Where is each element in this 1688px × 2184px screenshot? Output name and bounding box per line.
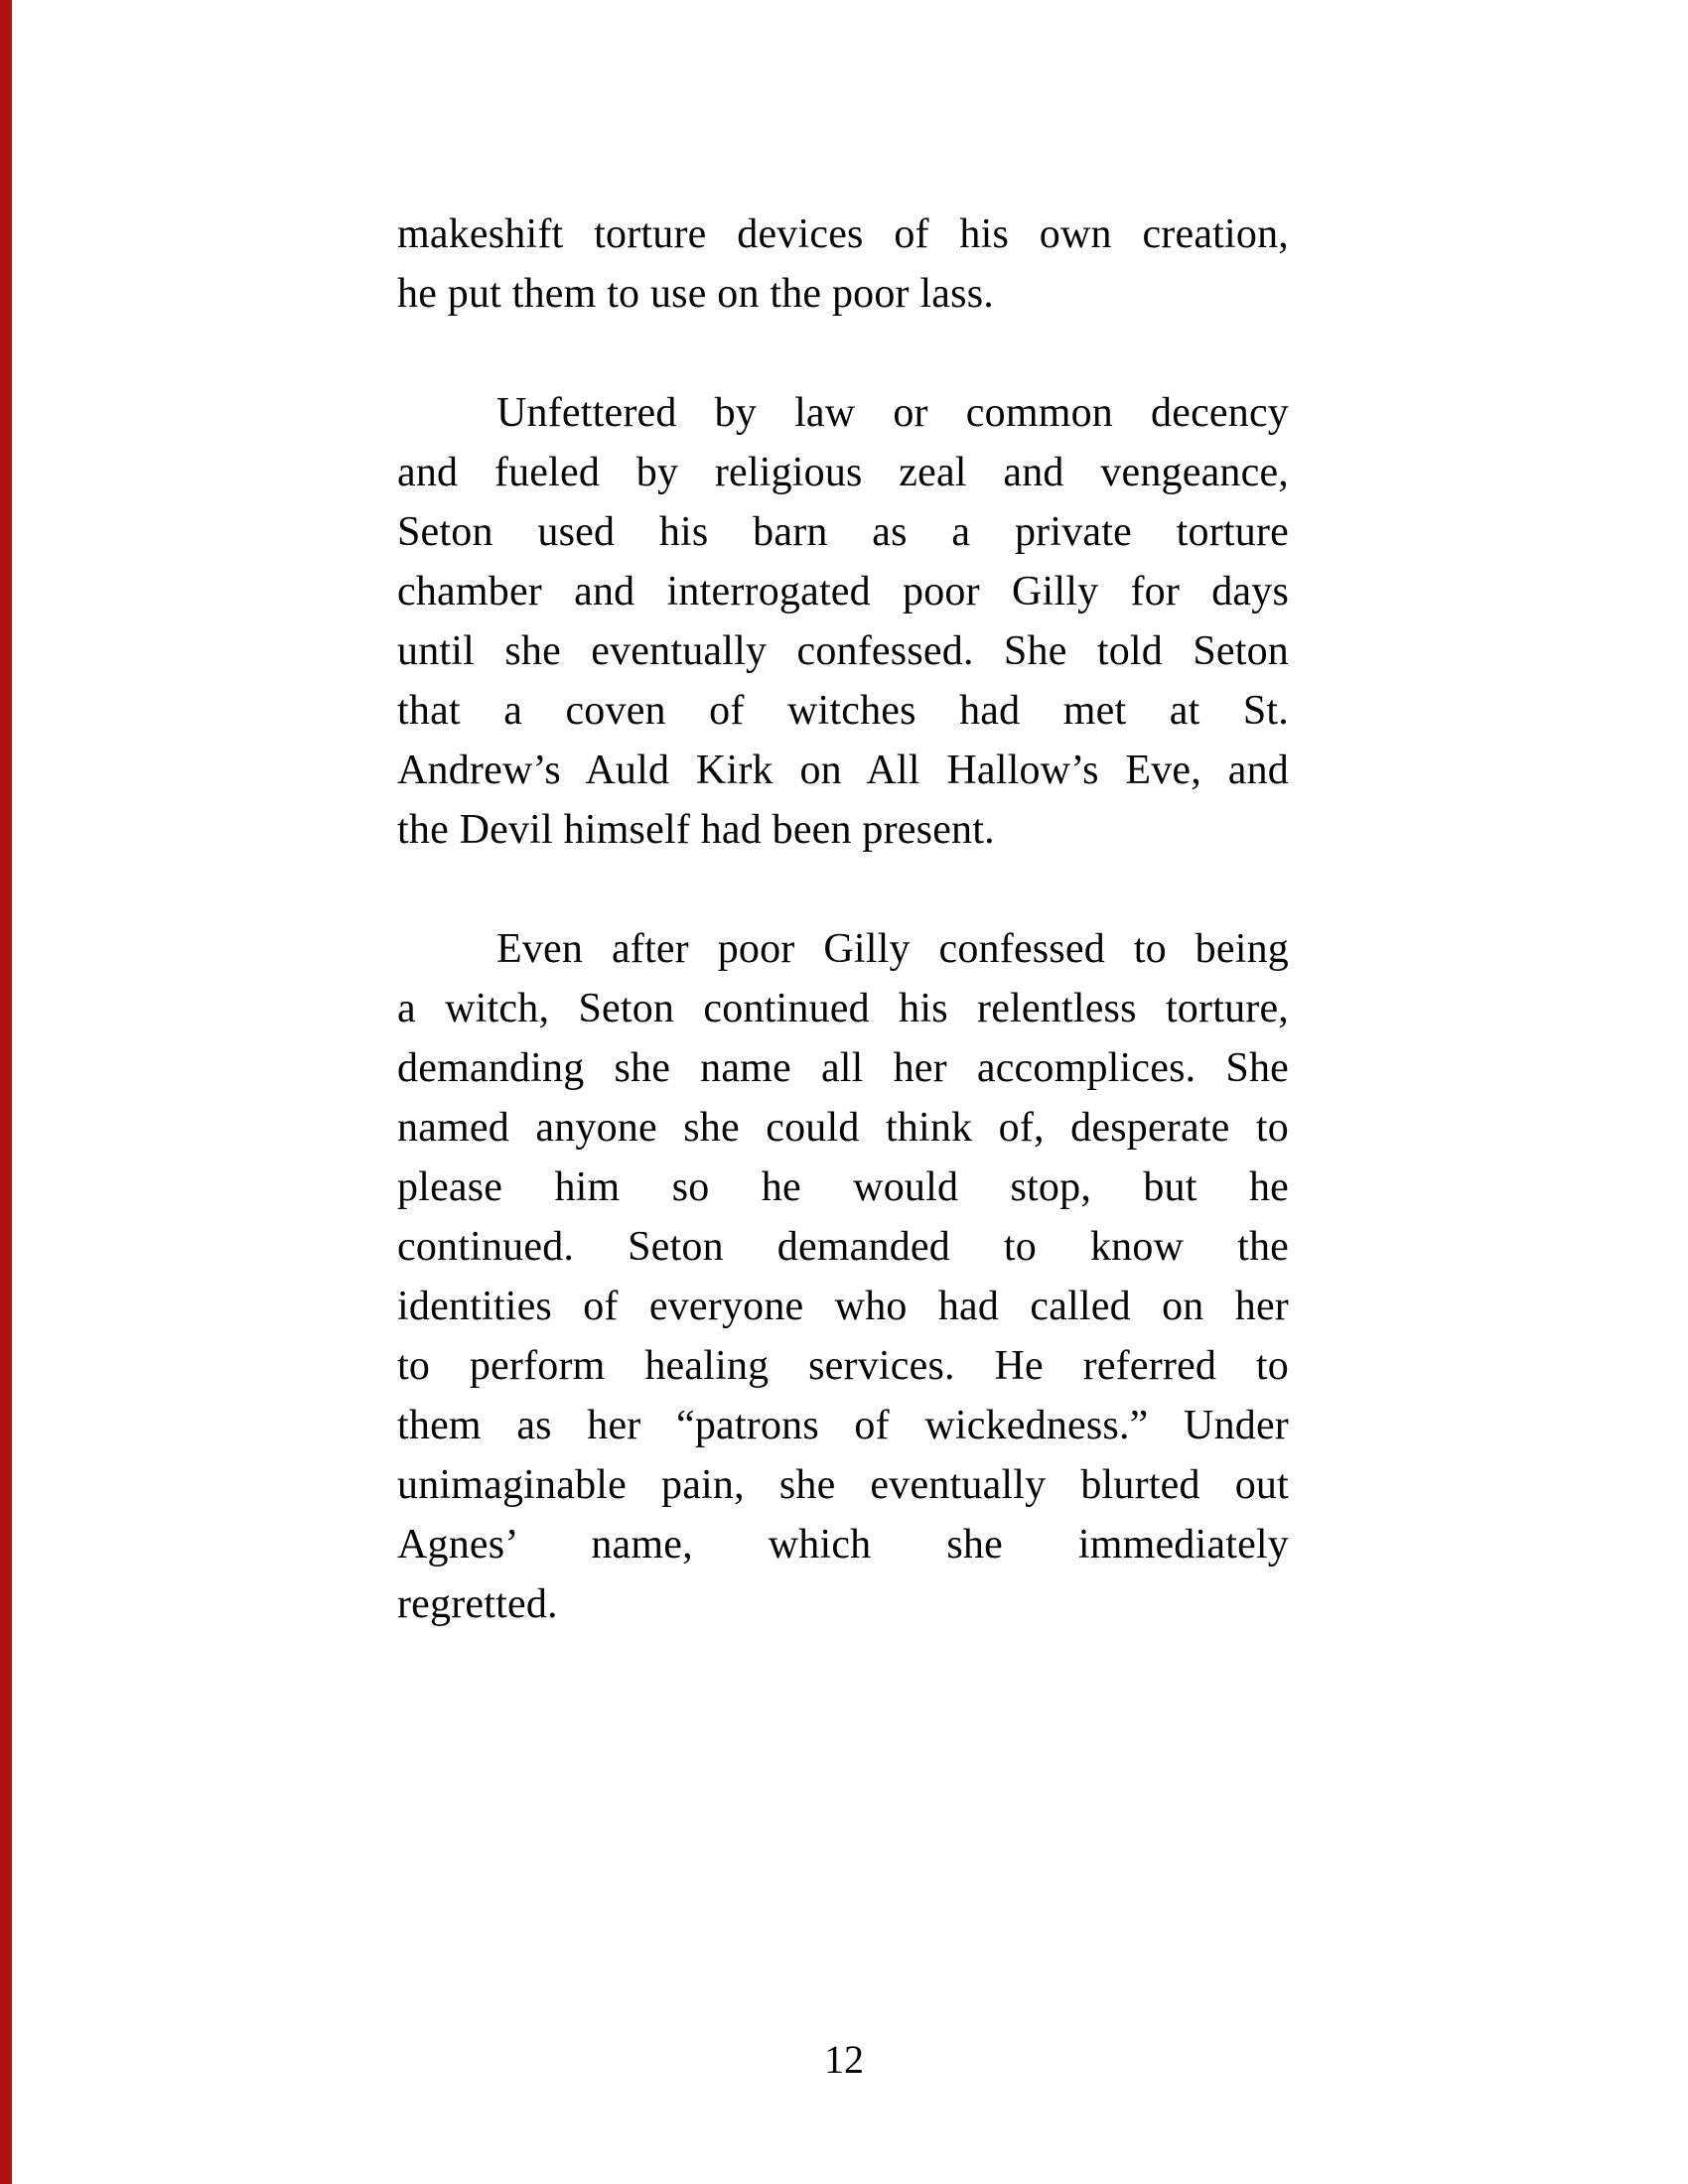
text-line: he put them to use on the poor lass. [397,271,994,317]
text-line: regretted. [397,1581,558,1627]
text-line: unimaginable pain, she eventually blurted out [397,1462,1289,1508]
text-line: identities of everyone who had called on her [397,1284,1289,1329]
text-line: please him so he would stop, but he [397,1164,1289,1210]
text-line: them as her “patrons of wickedness.” Under [397,1403,1289,1448]
text-line: and fueled by religious zeal and vengeance, [397,450,1289,495]
text-line: makeshift torture devices of his own creation, [397,211,1289,257]
text-line: until she eventually confessed. She told Seton [397,628,1289,674]
text-line: a witch, Seton continued his relentless torture, [397,986,1289,1031]
text-line: that a coven of witches had met at St. [397,688,1289,734]
text-line: continued. Seton demanded to know the [397,1224,1289,1270]
paragraph [397,205,1289,324]
text-line: demanding she name all her accomplices. She [397,1045,1289,1091]
paragraph [397,383,1289,860]
page-number: 12 [824,2037,864,2082]
text-line: to perform healing services. He referred to [397,1343,1289,1389]
text-line: Even after poor Gilly confessed to being [496,926,1289,972]
text-line: the Devil himself had been present. [397,807,995,853]
paragraph [397,919,1289,1634]
text-line: chamber and interrogated poor Gilly for days [397,569,1289,614]
text-line: Andrew’s Auld Kirk on All Hallow’s Eve, and [397,748,1289,793]
text-line: Unfettered by law or common decency [496,390,1289,436]
body-text [397,205,1289,1634]
text-line: named anyone she could think of, desperate to [397,1105,1289,1151]
text-line: Seton used his barn as a private torture [397,509,1289,555]
text-line: Agnes’ name, which she immediately [397,1522,1289,1568]
left-edge-red-stripe [0,0,12,2184]
